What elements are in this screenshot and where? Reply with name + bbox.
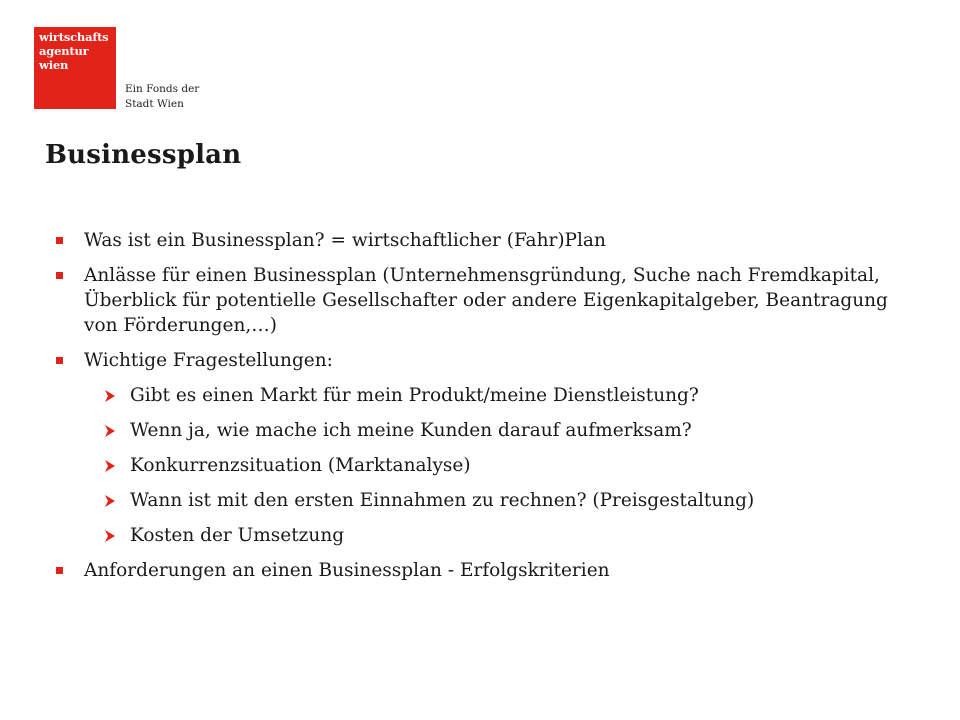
logo-line-1: wirtschafts	[39, 30, 109, 44]
logo-line-2: agentur	[39, 44, 89, 58]
logo-line-3: wien	[39, 58, 69, 72]
list-item	[52, 228, 912, 253]
list-item-text: Wenn ja, wie mache ich meine Kunden darauf aufmerksam?	[130, 420, 692, 441]
arrow-bullet-icon	[102, 528, 118, 544]
sub-list-item	[52, 418, 912, 443]
logo-subtitle-line-1: Ein Fonds der	[125, 83, 200, 95]
list-item-text: Wichtige Fragestellungen:	[84, 350, 333, 371]
sub-list-item	[52, 488, 912, 513]
square-bullet-icon	[56, 237, 63, 244]
list-item-text: Anforderungen an einen Businessplan - Erfolgskriterien	[84, 560, 610, 581]
bullet-list	[52, 228, 912, 593]
page-title: Businessplan	[45, 140, 242, 170]
wirtschaftsagentur-logo	[34, 27, 116, 109]
arrow-bullet-icon	[102, 458, 118, 474]
list-item	[52, 558, 912, 583]
logo-subtitle-line-2: Stadt Wien	[125, 98, 184, 110]
list-item-text: Anlässe für einen Businessplan (Unternehmensgründung, Suche nach Fremdkapital, Überblick für potentielle Gesellschafter oder andere Eigenkapitalgeber, Beantragung von Förderungen,…)	[84, 265, 888, 336]
arrow-bullet-icon	[102, 423, 118, 439]
sub-list-item	[52, 453, 912, 478]
logo-subtitle	[125, 82, 199, 112]
arrow-bullet-icon	[102, 493, 118, 509]
list-item-text: Wann ist mit den ersten Einnahmen zu rechnen? (Preisgestaltung)	[130, 490, 755, 511]
list-item-text: Gibt es einen Markt für mein Produkt/meine Dienstleistung?	[130, 385, 699, 406]
sub-list-item	[52, 383, 912, 408]
list-item-text: Was ist ein Businessplan? = wirtschaftlicher (Fahr)Plan	[84, 230, 606, 251]
sub-list-item	[52, 523, 912, 548]
square-bullet-icon	[56, 567, 63, 574]
square-bullet-icon	[56, 272, 63, 279]
list-item-text: Konkurrenzsituation (Marktanalyse)	[130, 455, 471, 476]
list-item-text: Kosten der Umsetzung	[130, 525, 345, 546]
arrow-bullet-icon	[102, 388, 118, 404]
list-item	[52, 348, 912, 373]
square-bullet-icon	[56, 357, 63, 364]
list-item	[52, 263, 912, 338]
